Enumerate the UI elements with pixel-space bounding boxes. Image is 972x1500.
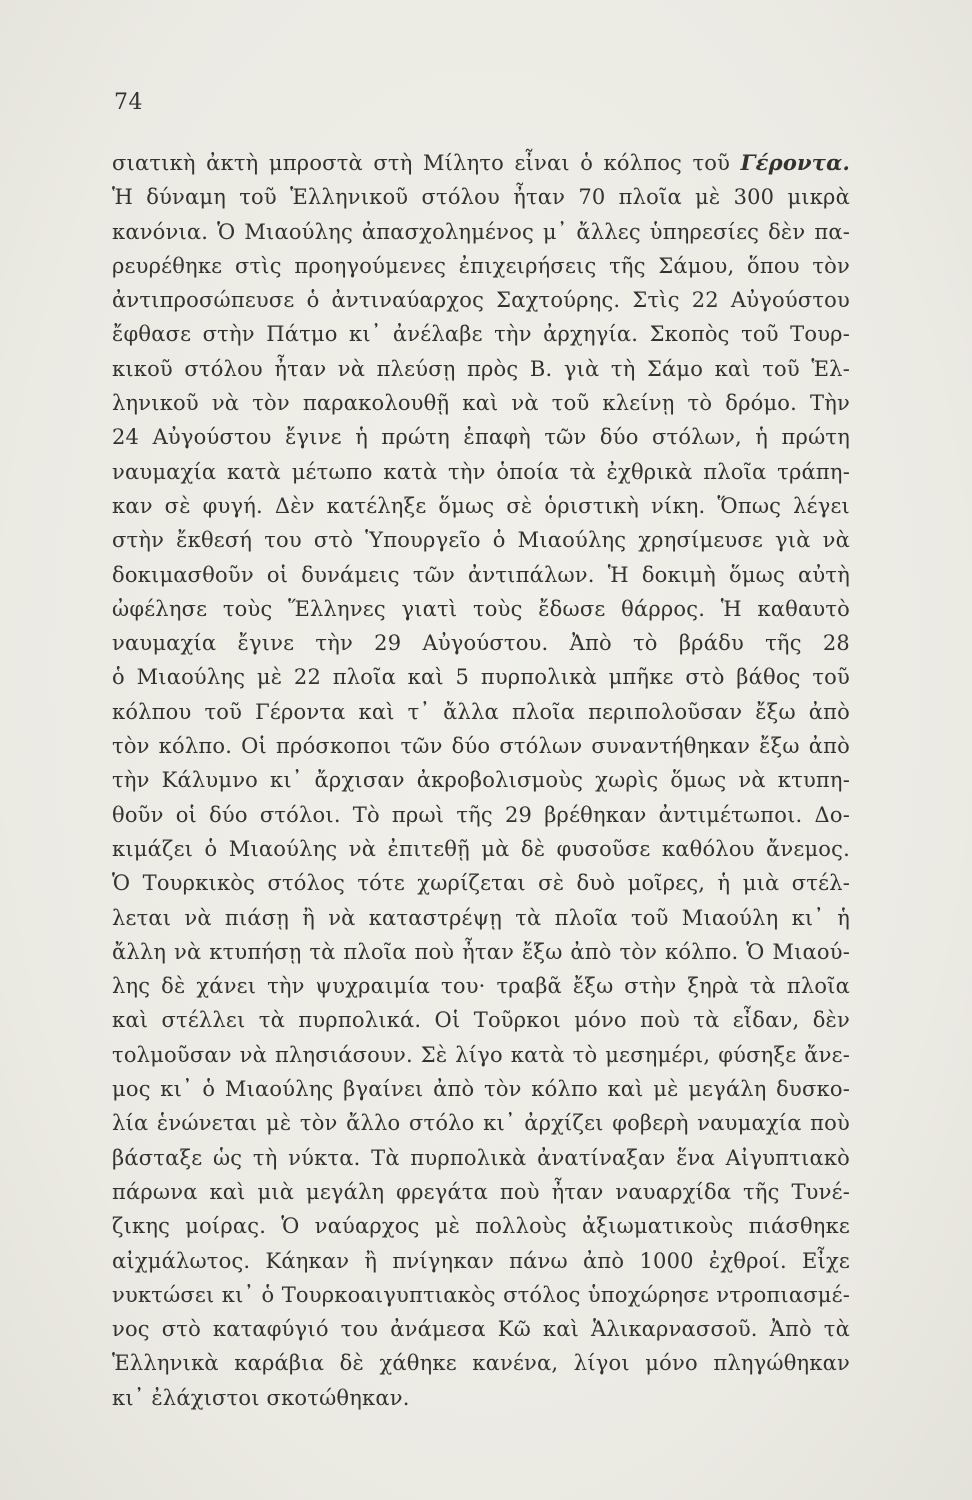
body-text xyxy=(112,146,850,1415)
text-line: τολμοῦσαν νὰ πλησιάσουν. Σὲ λίγο κατὰ τὸ μεσημέρι, φύσηξε ἄνε- xyxy=(112,1042,850,1067)
text-line: κι᾿ ἐλάχιστοι σκοτώθηκαν. xyxy=(112,1385,410,1410)
text-line: κιμάζει ὁ Μιαούλης νὰ ἐπιτεθῇ μὰ δὲ φυσοῦσε καθόλου ἄνεμος. xyxy=(112,836,850,861)
text-line: βάσταξε ὡς τὴ νύκτα. Τὰ πυρπολικὰ ἀνατίναξαν ἕνα Αἰγυπτιακὸ xyxy=(112,1145,850,1170)
text-line: ρευρέθηκε στὶς προηγούμενες ἐπιχειρήσεις τῆς Σάμου, ὅπου τὸν xyxy=(112,253,850,278)
text-line: καν σὲ φυγή. Δὲν κατέληξε ὅμως σὲ ὁριστικὴ νίκη. Ὅπως λέγει xyxy=(112,493,850,518)
text-line: νυκτώσει κι᾿ ὁ Τουρκοαιγυπτιακὸς στόλος ὑποχώρησε ντροπιασμέ- xyxy=(112,1282,850,1307)
text-line: ὠφέλησε τοὺς Ἕλληνες γιατὶ τοὺς ἔδωσε θάρρος. Ἡ καθαυτὸ xyxy=(112,596,850,621)
text-line: ναυμαχία κατὰ μέτωπο κατὰ τὴν ὁποία τὰ ἐχθρικὰ πλοῖα τράπη- xyxy=(112,459,850,484)
text-line: ὁ Μιαούλης μὲ 22 πλοῖα καὶ 5 πυρπολικὰ μπῆκε στὸ βάθος τοῦ xyxy=(112,665,850,690)
text-line: λία ἑνώνεται μὲ τὸν ἄλλο στόλο κι᾿ ἀρχίζει φοβερὴ ναυμαχία ποὺ xyxy=(112,1111,850,1136)
text-line: τὸν κόλπο. Οἱ πρόσκοποι τῶν δύο στόλων συναντήθηκαν ἔξω ἀπὸ xyxy=(112,734,850,759)
text-line: κανόνια. Ὁ Μιαούλης ἀπασχολημένος μ᾿ ἄλλες ὑπηρεσίες δὲν πα- xyxy=(112,219,850,244)
text-line xyxy=(112,146,850,180)
text-line: λης δὲ χάνει τὴν ψυχραιμία του· τραβᾶ ἔξω στὴν ξηρὰ τὰ πλοῖα xyxy=(112,974,850,999)
text-line: ζικης μοίρας. Ὁ ναύαρχος μὲ πολλοὺς ἀξιωματικοὺς πιάσθηκε xyxy=(112,1214,850,1239)
text-line: ἔφθασε στὴν Πάτμο κι᾿ ἀνέλαβε τὴν ἀρχηγία. Σκοπὸς τοῦ Τουρ- xyxy=(112,322,850,347)
text-line: αἰχμάλωτος. Κάηκαν ἢ πνίγηκαν πάνω ἀπὸ 1000 ἐχθροί. Εἶχε xyxy=(112,1248,850,1273)
text-line: ληνικοῦ νὰ τὸν παρακολουθῇ καὶ νὰ τοῦ κλείνῃ τὸ δρόμο. Τὴν xyxy=(112,391,850,416)
text-line: Ἡ δύναμη τοῦ Ἑλληνικοῦ στόλου ἦταν 70 πλοῖα μὲ 300 μικρὰ xyxy=(112,185,850,210)
text-line: μος κι᾿ ὁ Μιαούλης βγαίνει ἀπὸ τὸν κόλπο καὶ μὲ μεγάλη δυσκο- xyxy=(112,1077,850,1102)
text-line: τὴν Κάλυμνο κι᾿ ἄρχισαν ἀκροβολισμοὺς χωρὶς ὅμως νὰ κτυπη- xyxy=(112,768,850,793)
text-line: νος στὸ καταφύγιό του ἀνάμεσα Κῶ καὶ Ἁλικαρνασσοῦ. Ἀπὸ τὰ xyxy=(112,1317,850,1342)
text-line: πάρωνα καὶ μιὰ μεγάλη φρεγάτα ποὺ ἦταν ναυαρχίδα τῆς Τυνέ- xyxy=(112,1179,850,1204)
text-line: 24 Αὐγούστου ἔγινε ἡ πρώτη ἐπαφὴ τῶν δύο στόλων, ἡ πρώτη xyxy=(112,425,850,450)
text-line: ἄλλη νὰ κτυπήσῃ τὰ πλοῖα ποὺ ἦταν ἔξω ἀπὸ τὸν κόλπο. Ὁ Μιαού- xyxy=(112,939,850,964)
text-line: ναυμαχία ἔγινε τὴν 29 Αὐγούστου. Ἀπὸ τὸ βράδυ τῆς 28 xyxy=(112,631,850,656)
text-line-content: σιατικὴ ἀκτὴ μπροστὰ στὴ Μίλητο εἶναι ὁ κόλπος τοῦ xyxy=(112,151,731,175)
text-line: θοῦν οἱ δύο στόλοι. Τὸ πρωὶ τῆς 29 βρέθηκαν ἀντιμέτωποι. Δο- xyxy=(112,802,850,827)
text-line: Ἑλληνικὰ καράβια δὲ χάθηκε κανένα, λίγοι μόνο πληγώθηκαν xyxy=(112,1351,850,1376)
text-line: στὴν ἔκθεσή του στὸ Ὑπουργεῖο ὁ Μιαούλης χρησίμευσε γιὰ νὰ xyxy=(112,528,850,553)
text-line: Ὁ Τουρκικὸς στόλος τότε χωρίζεται σὲ δυὸ μοῖρες, ἡ μιὰ στέλ- xyxy=(112,871,850,896)
text-line: κικοῦ στόλου ἦταν νὰ πλεύσῃ πρὸς Β. γιὰ τὴ Σάμο καὶ τοῦ Ἑλ- xyxy=(112,356,850,381)
text-line: ἀντιπροσώπευσε ὁ ἀντιναύαρχος Σαχτούρης. Στὶς 22 Αὐγούστου xyxy=(112,288,850,313)
text-line: δοκιμασθοῦν οἱ δυνάμεις τῶν ἀντιπάλων. Ἡ δοκιμὴ ὅμως αὐτὴ xyxy=(112,562,850,587)
emphasized-word: Γέροντα. xyxy=(740,150,850,175)
text-line: κόλπου τοῦ Γέροντα καὶ τ᾿ ἄλλα πλοῖα περιπολοῦσαν ἔξω ἀπὸ xyxy=(112,699,850,724)
text-line: λεται νὰ πιάσῃ ἢ νὰ καταστρέψῃ τὰ πλοῖα τοῦ Μιαούλη κι᾿ ἡ xyxy=(112,905,850,930)
page-number: 74 xyxy=(114,90,143,115)
text-line: καὶ στέλλει τὰ πυρπολικά. Οἱ Τοῦρκοι μόνο ποὺ τὰ εἶδαν, δὲν xyxy=(112,1008,850,1033)
